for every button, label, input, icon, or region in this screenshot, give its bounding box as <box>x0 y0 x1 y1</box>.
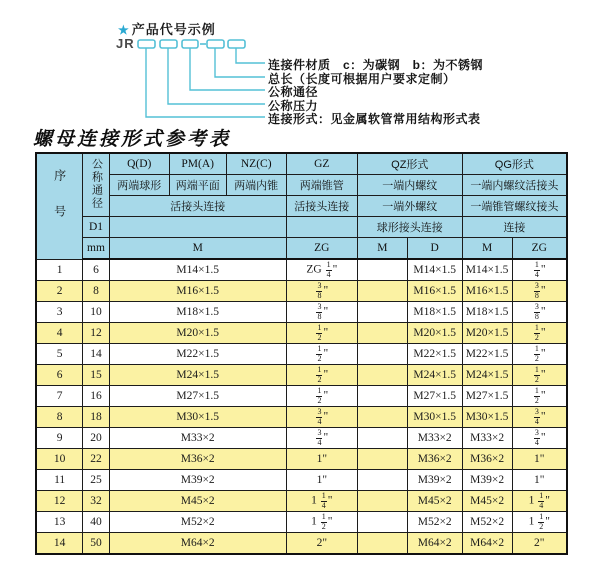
table-row <box>36 470 567 491</box>
cell-qg-m: M30×1.5 <box>462 407 512 428</box>
header-col-qz: QZ形式 <box>357 153 462 175</box>
cell-qz-m <box>357 323 407 344</box>
table-row <box>36 302 567 323</box>
cell-qz-d: M30×1.5 <box>407 407 462 428</box>
fraction: $\frac{3}{8}$ <box>534 302 539 321</box>
cell-qg-m: M52×2 <box>462 512 512 533</box>
cell-qz-d: M16×1.5 <box>407 281 462 302</box>
header-pm-sub: 两端平面 <box>169 175 226 196</box>
cell-qg-zg: 1" <box>512 470 567 491</box>
cell-gz-zg: 1 $\frac{1}{2}$ " <box>286 512 357 533</box>
cell-qz-m <box>357 470 407 491</box>
table-row <box>36 323 567 344</box>
cell-gz-zg: ZG $\frac{1}{4}$ " <box>286 259 357 281</box>
cell-m: M39×2 <box>109 470 286 491</box>
table-row <box>36 259 567 281</box>
cell-m: M27×1.5 <box>109 386 286 407</box>
cell-qg-m: M64×2 <box>462 533 512 555</box>
cell-m: M14×1.5 <box>109 259 286 281</box>
leader-line-pressure <box>168 48 265 104</box>
header-qg-m: M <box>462 238 512 260</box>
cell-qz-d: M45×2 <box>407 491 462 512</box>
cell-seq: 14 <box>36 533 83 555</box>
cell-gz-zg: $\frac{1}{2}$ " <box>286 344 357 365</box>
cell-seq: 12 <box>36 491 83 512</box>
table-row <box>36 365 567 386</box>
cell-qg-zg: 1 $\frac{1}{2}$ " <box>512 512 567 533</box>
table-row <box>36 281 567 302</box>
cell-qz-m <box>357 365 407 386</box>
cell-qz-d: M33×2 <box>407 428 462 449</box>
cell-qg-zg: $\frac{1}{2}$ " <box>512 323 567 344</box>
cell-qg-zg: $\frac{1}{4}$ " <box>512 259 567 281</box>
cell-dn: 18 <box>83 407 109 428</box>
cell-qg-zg: $\frac{3}{4}$ " <box>512 428 567 449</box>
cell-seq: 9 <box>36 428 83 449</box>
table-header <box>36 153 567 259</box>
cell-gz-zg: $\frac{3}{4}$ " <box>286 407 357 428</box>
code-box-5 <box>228 40 245 48</box>
cell-qz-m <box>357 428 407 449</box>
header-seq: 序号 <box>36 153 83 259</box>
cell-seq: 1 <box>36 259 83 281</box>
cell-qz-d: M27×1.5 <box>407 386 462 407</box>
cell-m: M30×1.5 <box>109 407 286 428</box>
cell-dn: 6 <box>83 259 109 281</box>
fraction: $\frac{1}{4}$ <box>534 260 539 279</box>
header-blank-left <box>109 217 286 238</box>
nut-connection-table <box>35 152 568 555</box>
cell-qg-zg: $\frac{1}{2}$ " <box>512 344 567 365</box>
cell-m: M22×1.5 <box>109 344 286 365</box>
header-qg-sub3: 连接 <box>462 217 567 238</box>
cell-dn: 22 <box>83 449 109 470</box>
fraction: $\frac{1}{2}$ <box>534 365 539 384</box>
cell-qz-m <box>357 491 407 512</box>
cell-qg-zg: 1 $\frac{1}{4}$ " <box>512 491 567 512</box>
cell-qz-d: M18×1.5 <box>407 302 462 323</box>
fraction: $\frac{1}{2}$ <box>317 344 322 363</box>
fraction: $\frac{1}{2}$ <box>317 386 322 405</box>
cell-qz-m <box>357 407 407 428</box>
table-row <box>36 428 567 449</box>
cell-qz-d: M39×2 <box>407 470 462 491</box>
cell-qz-d: M14×1.5 <box>407 259 462 281</box>
cell-m: M16×1.5 <box>109 281 286 302</box>
cell-qz-d: M22×1.5 <box>407 344 462 365</box>
fraction: $\frac{1}{2}$ <box>539 512 544 531</box>
header-nominal-diameter: 公称通径 <box>83 153 109 217</box>
cell-qg-m: M16×1.5 <box>462 281 512 302</box>
cell-gz-zg: $\frac{1}{2}$ " <box>286 386 357 407</box>
cell-seq: 6 <box>36 365 83 386</box>
diagram-label-pressure: 公称压力 <box>268 99 319 113</box>
cell-seq: 10 <box>36 449 83 470</box>
cell-dn: 8 <box>83 281 109 302</box>
header-col-q: Q(D) <box>109 153 169 175</box>
cell-gz-zg: $\frac{1}{2}$ " <box>286 365 357 386</box>
leader-line-diameter <box>190 48 265 90</box>
header-qz-sub2: 一端外螺纹 <box>357 196 462 217</box>
cell-qg-m: M27×1.5 <box>462 386 512 407</box>
cell-seq: 4 <box>36 323 83 344</box>
cell-qg-m: M45×2 <box>462 491 512 512</box>
cell-qg-m: M18×1.5 <box>462 302 512 323</box>
fraction: $\frac{1}{4}$ <box>326 260 331 279</box>
cell-seq: 5 <box>36 344 83 365</box>
header-zg-gz: ZG <box>286 238 357 260</box>
table-row <box>36 512 567 533</box>
cell-qg-zg: 2" <box>512 533 567 555</box>
fraction: $\frac{3}{4}$ <box>534 407 539 426</box>
code-box-4 <box>207 40 224 48</box>
table-row <box>36 491 567 512</box>
cell-qg-m: M20×1.5 <box>462 323 512 344</box>
cell-gz-zg: 1 $\frac{1}{4}$ " <box>286 491 357 512</box>
fraction: $\frac{3}{4}$ <box>317 407 322 426</box>
table-row <box>36 449 567 470</box>
cell-qz-m <box>357 344 407 365</box>
cell-qz-m <box>357 281 407 302</box>
diagram-label-material: 连接件材质 c：为碳钢 b：为不锈钢 <box>268 58 484 72</box>
header-union-left: 活接头连接 <box>109 196 286 217</box>
cell-seq: 2 <box>36 281 83 302</box>
fraction: $\frac{1}{2}$ <box>534 323 539 342</box>
header-col-nz: NZ(C) <box>226 153 286 175</box>
cell-m: M64×2 <box>109 533 286 555</box>
cell-qg-zg: $\frac{3}{8}$ " <box>512 302 567 323</box>
cell-m: M52×2 <box>109 512 286 533</box>
header-qz-sub1: 一端内螺纹 <box>357 175 462 196</box>
code-box-3 <box>182 40 198 48</box>
cell-m: M45×2 <box>109 491 286 512</box>
cell-qg-m: M36×2 <box>462 449 512 470</box>
cell-seq: 11 <box>36 470 83 491</box>
cell-dn: 25 <box>83 470 109 491</box>
cell-qz-d: M64×2 <box>407 533 462 555</box>
diagram-heading-label: 产品代号示例 <box>131 22 216 37</box>
cell-gz-zg: $\frac{3}{8}$ " <box>286 302 357 323</box>
fraction: $\frac{3}{4}$ <box>317 428 322 447</box>
cell-m: M24×1.5 <box>109 365 286 386</box>
cell-m: M18×1.5 <box>109 302 286 323</box>
cell-qz-m <box>357 512 407 533</box>
cell-qg-m: M33×2 <box>462 428 512 449</box>
header-q-sub: 两端球形 <box>109 175 169 196</box>
diagram-label-length: 总长（长度可根据用户要求定制） <box>268 72 456 86</box>
cell-seq: 3 <box>36 302 83 323</box>
cell-qg-zg: $\frac{3}{8}$ " <box>512 281 567 302</box>
fraction: $\frac{1}{2}$ <box>321 512 326 531</box>
cell-dn: 32 <box>83 491 109 512</box>
cell-gz-zg: $\frac{3}{4}$ " <box>286 428 357 449</box>
cell-seq: 8 <box>36 407 83 428</box>
header-d1: D1 <box>83 217 109 238</box>
cell-gz-zg: $\frac{1}{2}$ " <box>286 323 357 344</box>
fraction: $\frac{3}{8}$ <box>534 281 539 300</box>
cell-dn: 12 <box>83 323 109 344</box>
cell-qg-m: M39×2 <box>462 470 512 491</box>
table-row <box>36 533 567 555</box>
cell-dn: 10 <box>83 302 109 323</box>
header-qz-sub3: 球形接头连接 <box>357 217 462 238</box>
header-qz-d: D <box>407 238 462 260</box>
header-qg-sub1: 一端内螺纹活接头 <box>462 175 567 196</box>
cell-qz-m <box>357 259 407 281</box>
cell-qz-m <box>357 449 407 470</box>
fraction: $\frac{3}{8}$ <box>317 302 322 321</box>
header-gz-sub: 两端锥管 <box>286 175 357 196</box>
cell-qg-zg: $\frac{1}{2}$ " <box>512 365 567 386</box>
cell-qz-m <box>357 302 407 323</box>
header-col-qg: QG形式 <box>462 153 567 175</box>
cell-seq: 7 <box>36 386 83 407</box>
header-qg-sub2: 一端锥管螺纹接头 <box>462 196 567 217</box>
code-box-2 <box>160 40 177 48</box>
cell-qg-zg: $\frac{3}{4}$ " <box>512 407 567 428</box>
cell-gz-zg: 1" <box>286 449 357 470</box>
cell-m: M20×1.5 <box>109 323 286 344</box>
header-col-pm: PM(A) <box>169 153 226 175</box>
cell-qz-d: M36×2 <box>407 449 462 470</box>
cell-qz-d: M24×1.5 <box>407 365 462 386</box>
header-qz-m: M <box>357 238 407 260</box>
header-col-gz: GZ <box>286 153 357 175</box>
header-mm: mm <box>83 238 109 260</box>
cell-qz-m <box>357 386 407 407</box>
diagram-label-diameter: 公称通径 <box>268 85 319 99</box>
table-row <box>36 386 567 407</box>
header-union-gz: 活接头连接 <box>286 196 357 217</box>
cell-dn: 50 <box>83 533 109 555</box>
cell-qg-m: M24×1.5 <box>462 365 512 386</box>
fraction: $\frac{1}{4}$ <box>539 491 544 510</box>
fraction: $\frac{1}{2}$ <box>534 344 539 363</box>
cell-qg-zg: $\frac{1}{2}$ " <box>512 386 567 407</box>
leader-line-material <box>236 48 265 63</box>
fraction: $\frac{3}{4}$ <box>534 428 539 447</box>
cell-qz-m <box>357 533 407 555</box>
table-title: 螺母连接形式参考表 <box>33 129 232 150</box>
table-row <box>36 407 567 428</box>
cell-gz-zg: 2" <box>286 533 357 555</box>
cell-m: M33×2 <box>109 428 286 449</box>
diagram-label-form: 连接形式：见金属软管常用结构形式表 <box>268 112 481 126</box>
cell-dn: 20 <box>83 428 109 449</box>
cell-qg-m: M14×1.5 <box>462 259 512 281</box>
table-body <box>36 259 567 554</box>
cell-gz-zg: $\frac{3}{8}$ " <box>286 281 357 302</box>
fraction: $\frac{1}{4}$ <box>321 491 326 510</box>
star-icon: ★ <box>118 23 130 37</box>
cell-dn: 15 <box>83 365 109 386</box>
cell-seq: 13 <box>36 512 83 533</box>
table-row <box>36 344 567 365</box>
cell-dn: 16 <box>83 386 109 407</box>
leader-line-form <box>146 48 265 117</box>
header-nz-sub: 两端内锥 <box>226 175 286 196</box>
cell-qg-zg: 1" <box>512 449 567 470</box>
cell-m: M36×2 <box>109 449 286 470</box>
fraction: $\frac{3}{8}$ <box>317 281 322 300</box>
fraction: $\frac{1}{2}$ <box>317 323 322 342</box>
cell-dn: 14 <box>83 344 109 365</box>
cell-gz-zg: 1" <box>286 470 357 491</box>
fraction: $\frac{1}{2}$ <box>317 365 322 384</box>
header-m-left: M <box>109 238 286 260</box>
cell-dn: 40 <box>83 512 109 533</box>
code-prefix: JR <box>116 36 135 51</box>
header-qg-zg: ZG <box>512 238 567 260</box>
cell-qg-m: M22×1.5 <box>462 344 512 365</box>
fraction: $\frac{1}{2}$ <box>534 386 539 405</box>
cell-qz-d: M20×1.5 <box>407 323 462 344</box>
cell-qz-d: M52×2 <box>407 512 462 533</box>
header-blank-gz <box>286 217 357 238</box>
code-box-1 <box>138 40 155 48</box>
